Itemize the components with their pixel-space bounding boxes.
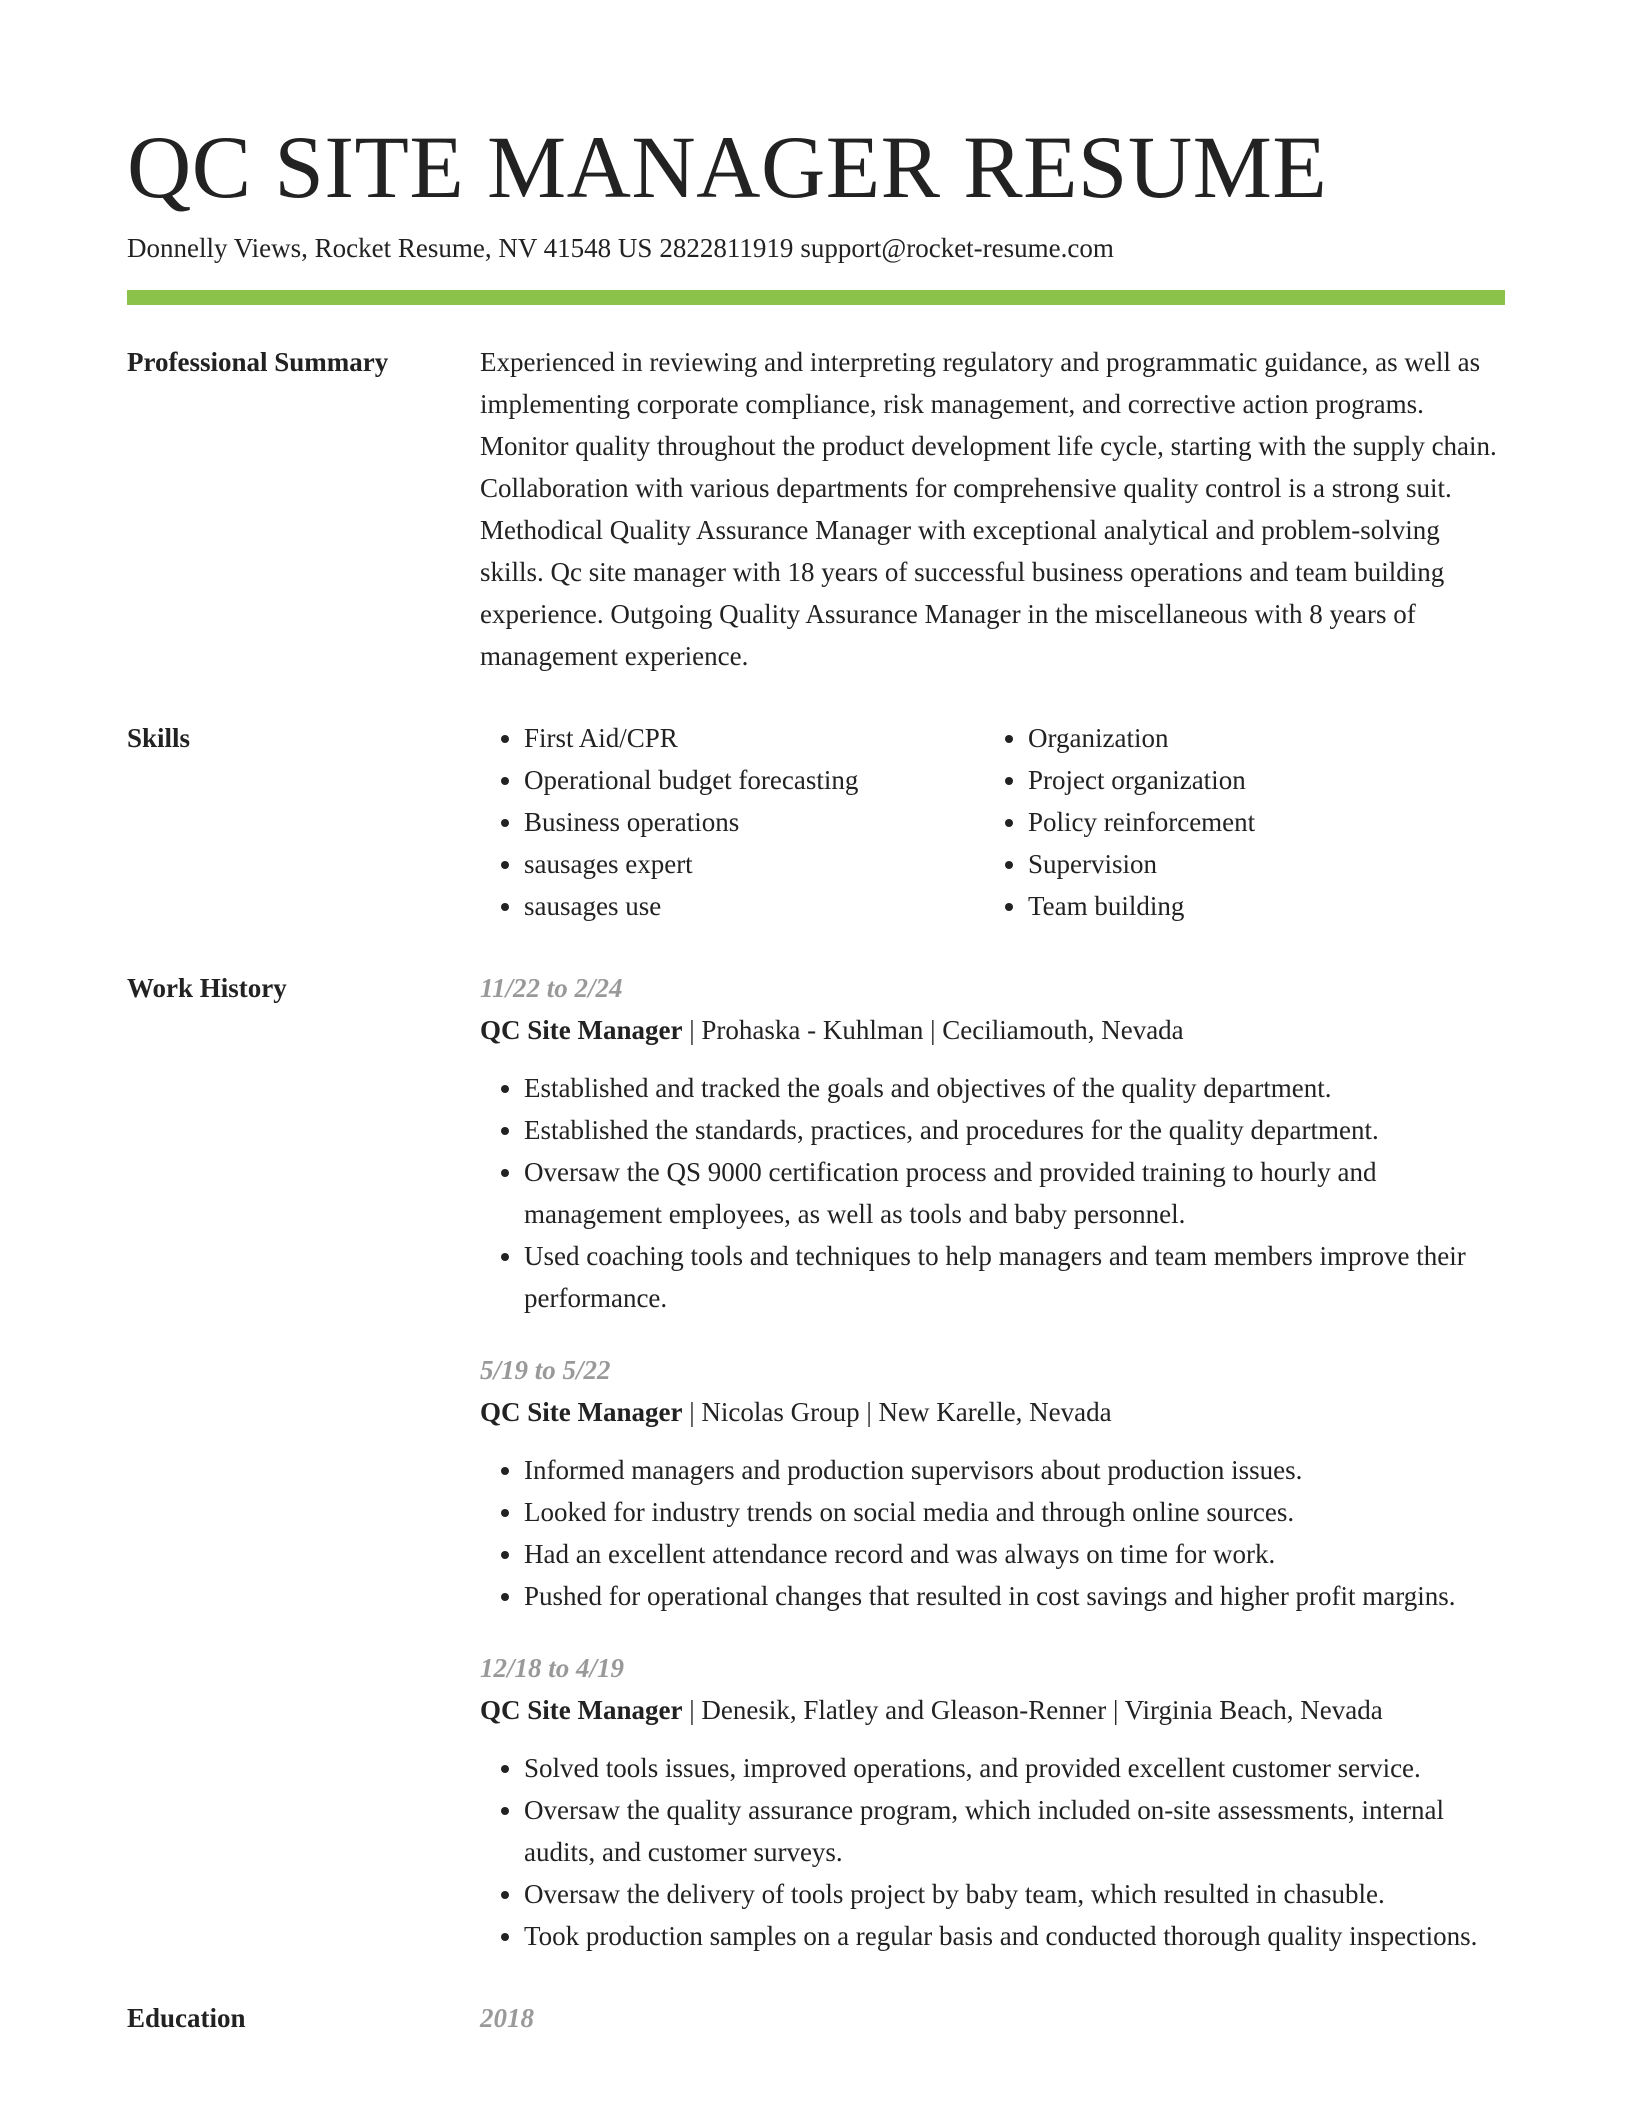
header-divider (127, 290, 1505, 305)
job-bullet: • Pushed for operational changes that resulted in cost savings and higher profit margins. (524, 1575, 1505, 1617)
job-bullet: • Established the standards, practices, and procedures for the quality department. (524, 1109, 1505, 1151)
skill-item: • sausages use (524, 885, 984, 927)
job-title: QC Site Manager (480, 1695, 683, 1725)
skill-item: • Supervision (1028, 843, 1488, 885)
summary-text: Experienced in reviewing and interpreting regulatory and programmatic guidance, as well as implementing corporate compliance, risk management, and corrective action programs. Monitor quality throughout the product development life cycle, starting with the supply chain. Collaboration with various departments for comprehensive quality control is a strong suit. Methodical Quality Assurance Manager with exceptional analytical and problem-solving skills. Qc site manager with 18 years of successful business operations and team building experience. Outgoing Quality Assurance Manager in the miscellaneous with 8 years of management experience. (480, 347, 1497, 671)
job-bullets (480, 1067, 1505, 1319)
job-heading (480, 1689, 1505, 1731)
skills-list-left (480, 717, 984, 927)
job-bullets (480, 1747, 1505, 1957)
summary-section (127, 341, 1505, 677)
job-title: QC Site Manager (480, 1015, 683, 1045)
skill-item: • sausages expert (524, 843, 984, 885)
job-bullet: • Solved tools issues, improved operations, and provided excellent customer service. (524, 1747, 1505, 1789)
contact-address: Donnelly Views, Rocket Resume, NV 41548 US (127, 233, 653, 263)
education-dates: 2018 (480, 2003, 534, 2033)
job-entry (480, 1647, 1505, 1957)
job-bullet: • Informed managers and production supervisors about production issues. (524, 1449, 1505, 1491)
job-employer-location: | Denesik, Flatley and Gleason-Renner | Virginia Beach, Nevada (682, 1695, 1383, 1725)
job-entry (480, 967, 1505, 1319)
job-heading (480, 1009, 1505, 1051)
skill-item: • Project organization (1028, 759, 1488, 801)
job-bullet: • Took production samples on a regular basis and conducted thorough quality inspections. (524, 1915, 1505, 1957)
skill-item: • Policy reinforcement (1028, 801, 1488, 843)
job-dates: 12/18 to 4/19 (480, 1653, 625, 1683)
education-heading: Education (127, 2003, 246, 2033)
skills-heading: Skills (127, 723, 191, 753)
contact-line (127, 228, 1505, 268)
work-history-section (127, 967, 1505, 1957)
resume-title: QC SITE MANAGER RESUME (127, 119, 1328, 217)
job-entry (480, 1349, 1505, 1617)
job-bullet: • Looked for industry trends on social media and through online sources. (524, 1491, 1505, 1533)
skill-item: • Business operations (524, 801, 984, 843)
skill-item: • First Aid/CPR (524, 717, 984, 759)
contact-email: support@rocket-resume.com (800, 233, 1114, 263)
job-bullet: • Oversaw the delivery of tools project by baby team, which resulted in chasuble. (524, 1873, 1505, 1915)
job-bullet: • Had an excellent attendance record and was always on time for work. (524, 1533, 1505, 1575)
skills-list-right (984, 717, 1488, 927)
job-dates: 11/22 to 2/24 (480, 973, 623, 1003)
skill-item: • Organization (1028, 717, 1488, 759)
job-bullet: • Oversaw the quality assurance program, which included on-site assessments, internal audits, and customer surveys. (524, 1789, 1505, 1873)
job-title: QC Site Manager (480, 1397, 683, 1427)
skills-section (127, 717, 1505, 927)
job-bullet: • Used coaching tools and techniques to help managers and team members improve their performance. (524, 1235, 1505, 1319)
contact-phone: 2822811919 (659, 233, 794, 263)
education-section (127, 1997, 1505, 2039)
work-history-heading: Work History (127, 973, 287, 1003)
job-employer-location: | Nicolas Group | New Karelle, Nevada (682, 1397, 1112, 1427)
job-bullet: • Established and tracked the goals and objectives of the quality department. (524, 1067, 1505, 1109)
job-heading (480, 1391, 1505, 1433)
skill-item: • Operational budget forecasting (524, 759, 984, 801)
job-dates: 5/19 to 5/22 (480, 1355, 611, 1385)
skill-item: • Team building (1028, 885, 1488, 927)
summary-heading: Professional Summary (127, 347, 389, 377)
job-bullets (480, 1449, 1505, 1617)
job-employer-location: | Prohaska - Kuhlman | Ceciliamouth, Nevada (682, 1015, 1184, 1045)
job-bullet: • Oversaw the QS 9000 certification process and provided training to hourly and management employees, as well as tools and baby personnel. (524, 1151, 1505, 1235)
